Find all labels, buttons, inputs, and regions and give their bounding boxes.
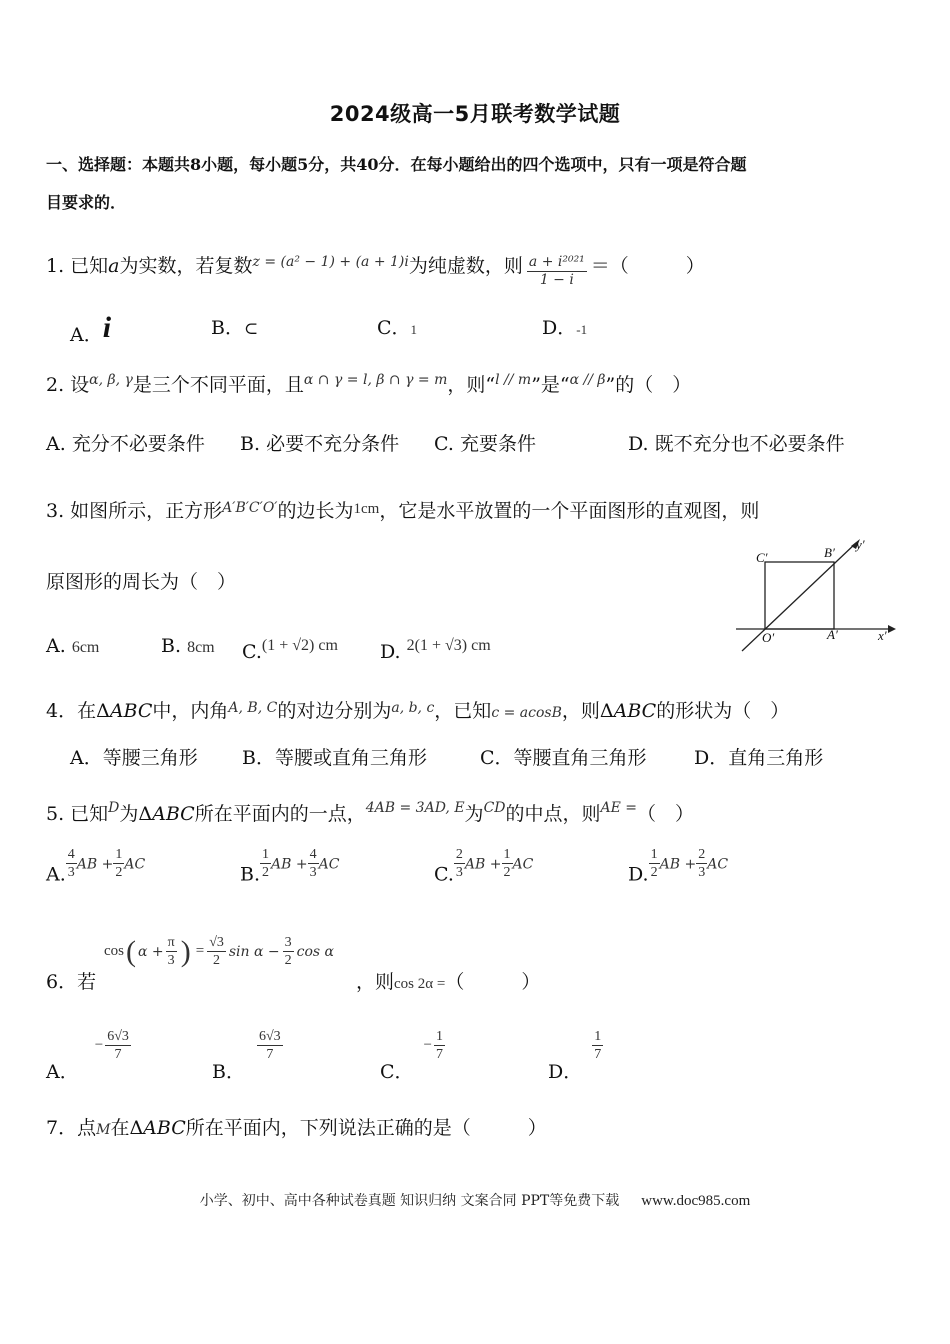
q5-option-c[interactable]: [434, 846, 533, 889]
q5-option-b-label: B.: [240, 863, 261, 886]
q2-option-c-label: C.: [434, 433, 454, 455]
q5-option-c-label: C.: [434, 863, 454, 886]
q6-equals: =: [195, 943, 205, 959]
q6-option-a[interactable]: [46, 1018, 131, 1086]
q1-text-4: ＝（ ）: [590, 255, 705, 277]
q2-text-4: ”是“: [531, 374, 570, 396]
q5-text-6: （ ）: [637, 803, 695, 825]
q3-option-d-value: 2(1 + √3) cm: [406, 637, 491, 654]
q6-option-a-label: A．: [46, 1061, 79, 1083]
frac-den: 2: [650, 865, 658, 880]
q7-triangle-abc: ABC: [143, 1117, 186, 1139]
q2-alpha-parallel-beta: α // β: [569, 372, 606, 388]
q4-angles: A, B, C: [228, 700, 278, 716]
q5-vector-ae: AE =: [600, 800, 638, 816]
frac-den: 3: [167, 953, 175, 968]
frac-den: 7: [266, 1046, 274, 1062]
frac-num: 3: [284, 935, 292, 950]
q1-fraction: [527, 254, 587, 289]
q3-option-a-label: A.: [46, 635, 66, 657]
q1-option-b-value: ⊂: [243, 319, 259, 339]
q4-option-d-label: D．: [694, 747, 729, 769]
q7-text-1: 7．点: [46, 1117, 97, 1139]
q1-option-a-label: A．: [70, 324, 103, 346]
q3-text-3: ，它是水平放置的一个平面图形的直观图，则: [379, 500, 760, 522]
q6-3-over-2: [283, 934, 294, 969]
q5-text-1: 5. 已知: [46, 803, 109, 825]
x-axis-arrow: [888, 625, 896, 633]
q4-option-a-label: A．: [70, 747, 103, 769]
q3-option-b-label: B.: [161, 635, 182, 657]
q6-sin-alpha: sin α −: [228, 943, 280, 960]
q4-triangle-abc: ABC: [109, 700, 153, 722]
q6-tail: [356, 968, 540, 998]
footer-url[interactable]: www.doc985.com: [641, 1193, 751, 1209]
frac-num: 1: [436, 1028, 444, 1044]
q4-option-c[interactable]: [480, 744, 647, 772]
section-heading-line2: 目要求的．: [46, 193, 127, 212]
q2-text-5: ”的（ ）: [605, 374, 692, 396]
q3-side-length: 1cm: [353, 501, 380, 517]
q1-fraction-num: a + i²⁰²¹: [528, 254, 585, 270]
q2-option-a-value: 充分不必要条件: [71, 433, 205, 455]
q7-text-3: 所在平面内，下列说法正确的是（ ）: [185, 1117, 547, 1139]
frac-den: 7: [436, 1046, 444, 1062]
q5-option-a-frac1: [66, 846, 77, 881]
q5-option-c-frac1: [454, 846, 465, 881]
q6-option-c-frac: [434, 1028, 445, 1063]
q5-option-a[interactable]: [46, 846, 145, 889]
frac-num: 4: [67, 847, 75, 862]
q6-option-c-label: C．: [380, 1061, 414, 1083]
q5-text-5: 的中点，则: [505, 803, 601, 825]
frac-num: 2: [455, 847, 463, 862]
q5-option-c-end: AC: [512, 856, 534, 873]
q3-option-d[interactable]: [380, 632, 491, 666]
q3-square-name: A′B′C′O′: [222, 500, 278, 516]
q5-point-d: D: [108, 800, 120, 816]
q4-option-c-value: 等腰直角三角形: [513, 747, 647, 769]
question-5: [46, 794, 694, 828]
q4-option-b-value: 等腰或直角三角形: [274, 747, 427, 769]
q6-option-b-frac: [257, 1028, 283, 1063]
q4-text-3: 的对边分别为: [277, 700, 392, 722]
frac-den: 7: [594, 1046, 602, 1062]
q5-option-b-end: AC: [318, 856, 340, 873]
frac-den: 3: [698, 865, 706, 880]
q3-option-c[interactable]: [242, 632, 338, 666]
q3-option-b-value: 8cm: [187, 639, 215, 656]
q4-text-4: ，已知: [434, 700, 492, 722]
q4-text-2: 中，内角: [152, 700, 229, 722]
q6-option-b-label: B．: [212, 1061, 245, 1083]
frac-num: 1: [115, 847, 123, 862]
frac-den: 2: [115, 865, 123, 880]
q2-option-d-label: D.: [628, 433, 649, 455]
q1-option-d[interactable]: [542, 314, 587, 344]
q5-option-a-label: A.: [46, 863, 66, 886]
q4-option-d-value: 直角三角形: [728, 747, 824, 769]
q5-text-4: 为: [464, 803, 484, 825]
q4-triangle-abc-2: ABC: [613, 700, 657, 722]
q2-planes: α, β, γ: [89, 372, 133, 388]
q4-option-c-label: C．: [480, 747, 514, 769]
q2-option-b[interactable]: [240, 430, 399, 458]
question-4: [46, 694, 789, 727]
section-heading-line1: 一、选择题：本题共8小题，每小题5分，共40分．在每小题给出的四个选项中，只有一项是符合题: [46, 155, 747, 174]
q1-option-d-label: D．: [542, 317, 577, 339]
label-b-prime: B′: [824, 545, 835, 560]
q6-cos2alpha: cos 2α =: [394, 976, 446, 992]
question-2: [46, 366, 691, 399]
q5-option-a-frac2: [113, 846, 124, 881]
q2-text-3: ，则“: [447, 374, 496, 396]
frac-den: 3: [67, 865, 75, 880]
q5-option-d-frac2: [696, 846, 707, 881]
q4-option-a[interactable]: [70, 744, 198, 772]
q7-text-2: 在Δ: [110, 1117, 144, 1139]
q2-text-1: 2. 设: [46, 374, 90, 396]
q5-condition: 4AB = 3AD, E: [365, 800, 465, 816]
frac-den: 2: [213, 953, 221, 968]
q3-option-a-value: 6cm: [71, 639, 100, 656]
q4-text-1: 4．在Δ: [46, 700, 110, 722]
q5-option-b[interactable]: [240, 846, 339, 889]
footer-text: 小学、初中、高中各种试卷真题 知识归纳 文案合同 PPT等免费下载: [199, 1193, 620, 1209]
q5-option-b-frac1: [260, 846, 271, 881]
q6-option-c[interactable]: [380, 1018, 445, 1086]
q6-text-2: ，则: [356, 971, 395, 993]
question-3: [46, 494, 759, 525]
q2-option-d-value: 既不充分也不必要条件: [654, 433, 845, 455]
question-1: [46, 248, 705, 289]
q1-option-b[interactable]: [211, 314, 258, 343]
q3-option-c-value: (1 + √2) cm: [261, 637, 338, 654]
q4-option-a-value: 等腰三角形: [102, 747, 198, 769]
q2-option-a-label: A.: [46, 433, 66, 455]
frac-den: 3: [455, 865, 463, 880]
q6-option-d-label: D．: [548, 1061, 583, 1083]
q4-option-b[interactable]: [242, 744, 427, 772]
q4-option-d[interactable]: [694, 744, 823, 772]
q1-option-d-value: -1: [576, 322, 588, 337]
q3-option-b[interactable]: [161, 632, 215, 662]
q5-text-3: 所在平面内的一点，: [194, 803, 366, 825]
q5-option-d[interactable]: [628, 846, 728, 889]
q6-text-3: （ ）: [445, 971, 541, 993]
q4-condition: c = acosB: [491, 705, 562, 721]
q2-condition: α ∩ γ = l, β ∩ γ = m: [303, 372, 448, 388]
frac-num: 1: [503, 847, 511, 862]
q5-segment-cd: CD: [483, 800, 506, 816]
q6-sqrt3-over-2: [207, 934, 226, 969]
q1-expr-z: z = (a² − 1) + (a + 1)i: [252, 254, 409, 270]
q6-option-a-frac: [105, 1028, 131, 1063]
q5-option-c-frac2: [502, 846, 513, 881]
label-y-prime: y′: [856, 537, 865, 552]
q2-option-a[interactable]: [46, 430, 205, 458]
q3-line-2: 原图形的周长为（ ）: [46, 571, 237, 593]
q1-var-a: a: [108, 255, 120, 277]
frac-den: 3: [309, 865, 317, 880]
q5-option-a-mid: AB +: [76, 856, 114, 873]
frac-num: π: [167, 935, 175, 950]
frac-den: 2: [262, 865, 270, 880]
label-a-prime: A′: [827, 627, 838, 642]
q1-option-a[interactable]: [70, 311, 112, 349]
q5-option-d-label: D.: [628, 863, 649, 886]
q3-text-2: 的边长为: [277, 500, 354, 522]
q2-option-d[interactable]: [628, 430, 845, 458]
q1-option-c-label: C．: [377, 317, 411, 339]
q6-paren-right: ): [180, 934, 191, 968]
page-title: 2024级高一5月联考数学试题: [329, 102, 621, 126]
q6-label: 6．若: [46, 971, 97, 993]
q4-sides: a, b, c: [391, 700, 435, 716]
frac-num: 1: [262, 847, 270, 862]
q6-equation: [104, 934, 334, 969]
label-c-prime: C′: [756, 550, 768, 565]
q6-cos: cos: [104, 943, 124, 959]
q3-text-1: 3. 如图所示，正方形: [46, 500, 223, 522]
q6-alpha-plus: α +: [138, 943, 164, 960]
q3-figure: [730, 535, 900, 657]
q5-option-d-mid: AB +: [659, 856, 697, 873]
question-7: [46, 1114, 547, 1144]
q3-option-d-label: D.: [380, 641, 401, 663]
q3-option-a[interactable]: [46, 632, 99, 662]
q2-option-c-value: 充要条件: [459, 433, 536, 455]
q5-option-d-frac1: [649, 846, 660, 881]
q1-text-3: 为纯虚数，则: [408, 255, 523, 277]
q5-option-b-mid: AB +: [271, 856, 308, 873]
frac-num: 6√3: [258, 1028, 281, 1044]
q1-option-c-value: 1: [410, 322, 418, 337]
q1-fraction-den: 1 − i: [539, 272, 574, 288]
q3-option-c-label: C.: [242, 641, 262, 663]
q1-option-a-value: i: [102, 311, 112, 344]
label-x-prime: x′: [878, 628, 887, 643]
page-footer: [0, 1190, 950, 1210]
q6-option-d[interactable]: [548, 1018, 603, 1086]
q1-text-2: 为实数，若复数: [119, 255, 253, 277]
q1-option-c[interactable]: [377, 314, 417, 344]
q1-option-b-label: B．: [211, 317, 244, 339]
q5-triangle-abc: ABC: [152, 803, 195, 825]
frac-num: 6√3: [107, 1028, 129, 1044]
q1-text-1: 1. 已知: [46, 255, 109, 277]
q6-option-b[interactable]: [212, 1018, 283, 1086]
q2-l-parallel-m: l // m: [495, 372, 532, 388]
frac-num: 4: [309, 847, 317, 862]
q6-paren-left: (: [126, 934, 136, 968]
q7-point-m: M: [96, 1122, 111, 1138]
q2-option-b-value: 必要不充分条件: [266, 433, 400, 455]
frac-den: 7: [114, 1046, 122, 1062]
q6-option-a-sign: −: [94, 1037, 104, 1053]
q6-pi-over-3: [166, 934, 177, 969]
q5-option-d-end: AC: [707, 856, 729, 873]
q6-option-d-frac: [592, 1028, 603, 1063]
q6-cos-alpha: cos α: [296, 943, 334, 960]
q5-text-2: 为Δ: [119, 803, 153, 825]
frac-num: 1: [650, 847, 658, 862]
q2-option-c[interactable]: [434, 430, 536, 458]
frac-den: 2: [284, 953, 292, 968]
q2-option-b-label: B.: [240, 433, 261, 455]
q5-option-b-frac2: [308, 846, 319, 881]
frac-num: √3: [209, 935, 224, 950]
frac-num: 1: [594, 1028, 602, 1044]
label-o-prime: O′: [762, 630, 775, 645]
q4-text-5: ，则Δ: [561, 700, 614, 722]
q2-text-2: 是三个不同平面，且: [132, 374, 304, 396]
q6-option-c-sign: −: [423, 1037, 433, 1053]
q5-option-a-end: AC: [124, 856, 146, 873]
frac-num: 2: [698, 847, 706, 862]
q5-option-c-mid: AB +: [464, 856, 502, 873]
q4-option-b-label: B．: [242, 747, 275, 769]
q4-text-6: 的形状为（ ）: [656, 700, 790, 722]
frac-den: 2: [503, 865, 511, 880]
